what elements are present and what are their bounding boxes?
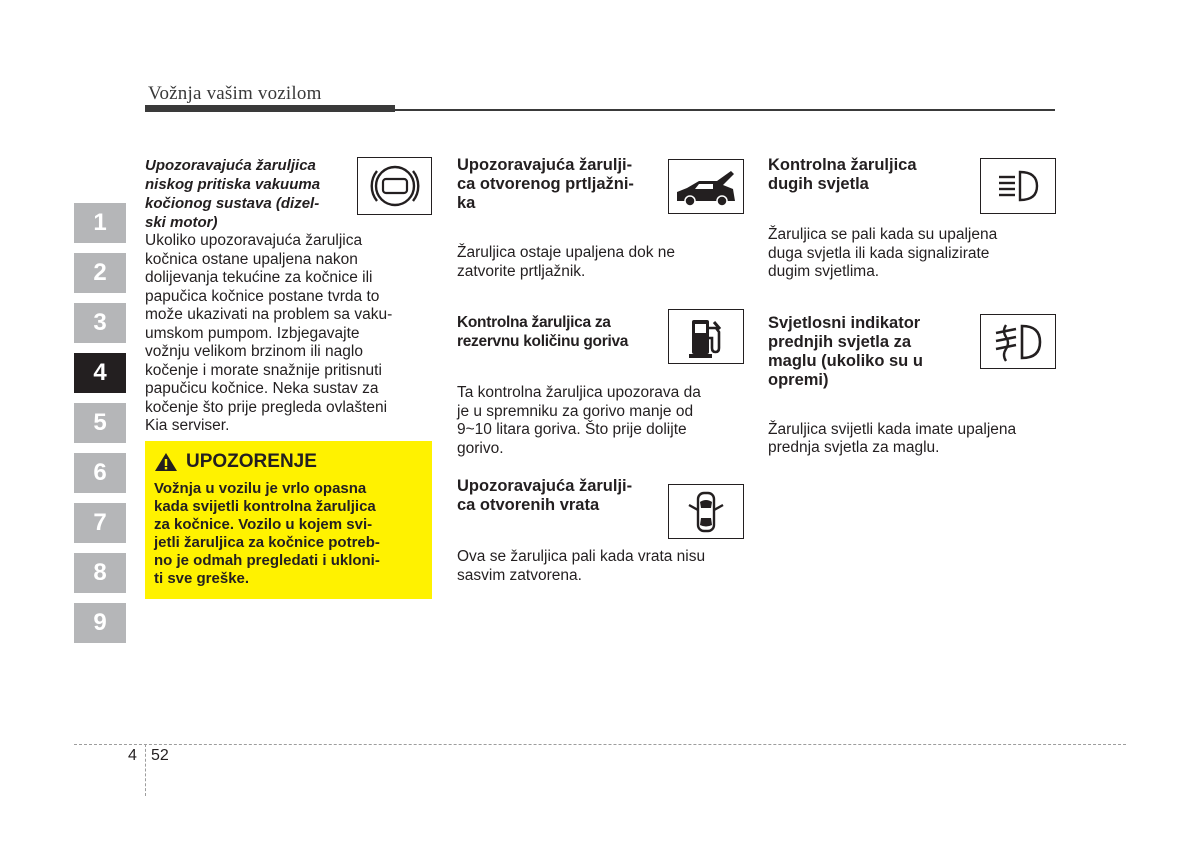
chapter-tab-9[interactable]: 9 bbox=[74, 603, 126, 643]
chapter-tab-8[interactable]: 8 bbox=[74, 553, 126, 593]
brake-vacuum-title: Upozoravajuća žaruljica niskog pritiska vakuuma kočionog sustava (dizel- ski motor) bbox=[145, 157, 321, 231]
chapter-tab-4[interactable]: 4 bbox=[74, 353, 126, 393]
door-body: Ova se žaruljica pali kada vrata nisu sasvim zatvorena. bbox=[457, 548, 706, 584]
trunk-body: Žaruljica ostaje upaljena dok ne zatvorite prtljažnik. bbox=[457, 244, 675, 280]
door-open-icon bbox=[668, 484, 744, 539]
warning-heading: UPOZORENJE bbox=[154, 451, 423, 473]
warning-triangle-icon bbox=[154, 452, 178, 472]
footer-chapter-number: 4 bbox=[128, 747, 137, 764]
door-title: Upozoravajuća žarulji- ca otvorenih vrata bbox=[457, 477, 633, 514]
fuel-pump-icon bbox=[668, 309, 744, 364]
high-beam-body: Žaruljica se pali kada su upaljena duga svjetla ili kada signalizirate dugim svjetlima. bbox=[768, 226, 998, 280]
chapter-tab-2[interactable]: 2 bbox=[74, 253, 126, 293]
chapter-tab-1[interactable]: 1 bbox=[74, 203, 126, 243]
page-header-title: Vožnja vašim vozilom bbox=[148, 83, 322, 104]
brake-vacuum-body: Ukoliko upozoravajuća žaruljica kočnica ostane upaljena nakon dolijevanja tekućine za kočnice ili papučica kočnice postane tvrda to može ukazivati na problem sa vaku- umskom pumpom. Izbjegavajte vožnju velikom brzinom ili naglo kočenje i morate snažnije pritisnuti papučicu kočnice. Neka sustav za kočenje što prije pregleda ovlašteni Kia serviser. bbox=[145, 232, 393, 434]
warning-text: Vožnja u vozilu je vrlo opasna kada svijetli kontrolna žaruljica za kočnice. Vozilo u kojem svi- jetli žaruljica za kočnice potreb- no je odmah pregledati i ukloni- ti sve greške. bbox=[154, 480, 380, 587]
fog-body: Žaruljica svijetli kada imate upaljena prednja svjetla za maglu. bbox=[768, 420, 1017, 456]
fuel-title: Kontrolna žaruljica za rezervnu količinu goriva bbox=[457, 314, 629, 350]
trunk-open-icon bbox=[668, 159, 744, 214]
front-fog-icon bbox=[980, 314, 1056, 369]
fog-title: Svjetlosni indikator prednjih svjetla za maglu (ukoliko su u opremi) bbox=[768, 313, 923, 389]
chapter-tab-5[interactable]: 5 bbox=[74, 403, 126, 443]
footer-dashed-rule bbox=[74, 744, 1126, 745]
trunk-title: Upozoravajuća žarulji- ca otvorenog prtljažni- ka bbox=[457, 156, 634, 212]
chapter-tab-3[interactable]: 3 bbox=[74, 303, 126, 343]
brake-vacuum-icon bbox=[357, 157, 432, 215]
warning-box bbox=[145, 441, 432, 599]
footer-dashed-divider bbox=[145, 744, 146, 796]
chapter-tab-7[interactable]: 7 bbox=[74, 503, 126, 543]
chapter-tabs bbox=[74, 203, 126, 653]
chapter-tab-6[interactable]: 6 bbox=[74, 453, 126, 493]
header-rule bbox=[145, 109, 1055, 111]
high-beam-title: Kontrolna žaruljica dugih svjetla bbox=[768, 156, 917, 193]
footer-page-number: 52 bbox=[151, 747, 169, 764]
high-beam-icon bbox=[980, 158, 1056, 214]
fuel-body: Ta kontrolna žaruljica upozorava da je u spremniku za gorivo manje od 9~10 litara goriva. Što prije dolijte gorivo. bbox=[457, 384, 701, 457]
